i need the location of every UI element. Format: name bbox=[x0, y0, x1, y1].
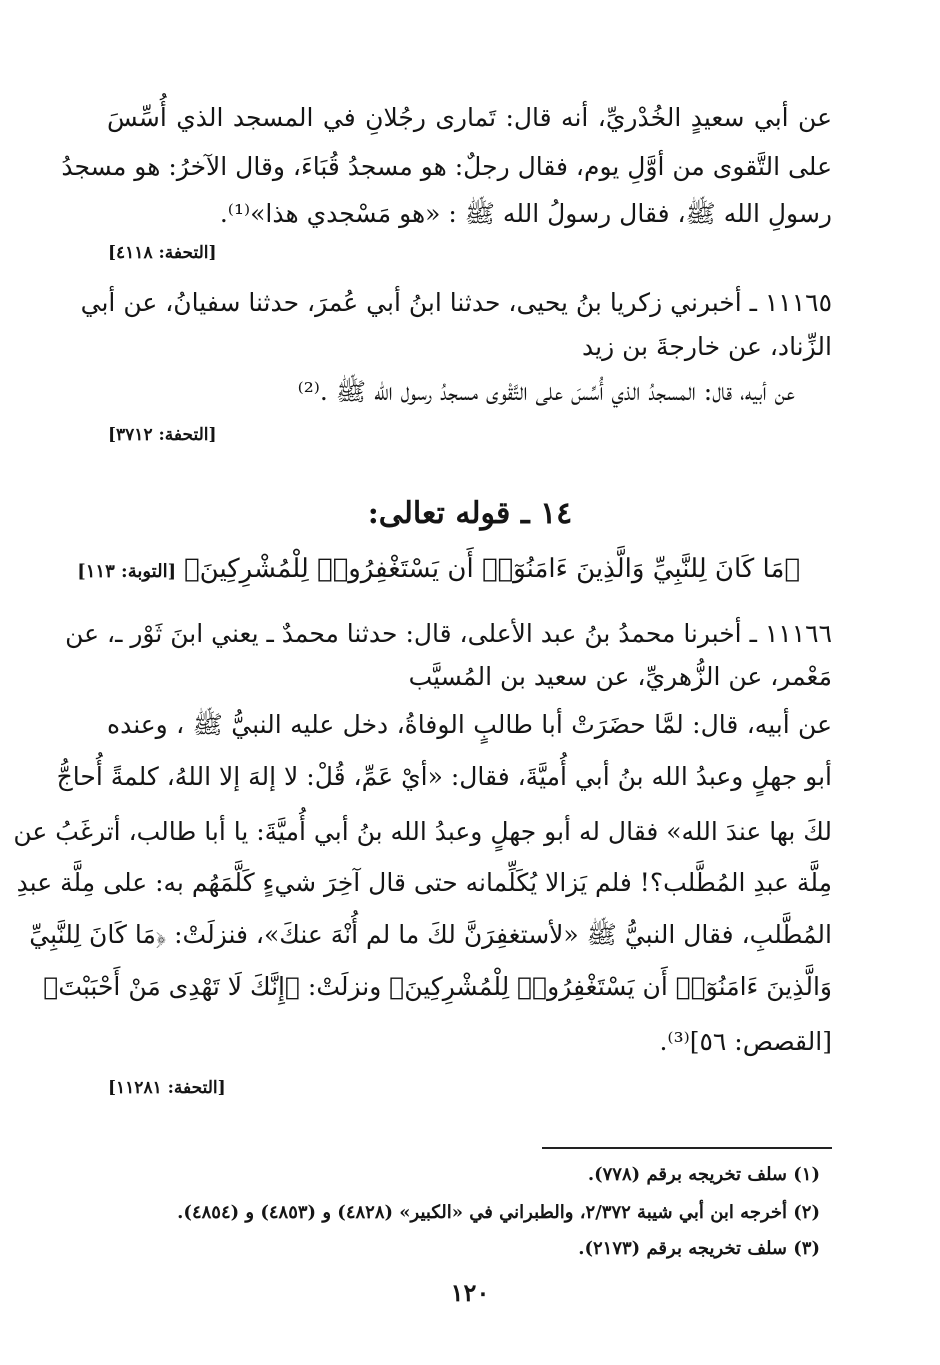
page-number: ١٢٠ bbox=[450, 1278, 490, 1307]
chapter-title: ١٤ ـ قوله تعالى: bbox=[367, 496, 573, 531]
hadith-11166-matn-line-5: المُطَّلبِ، فقال النبيُّ ﷺ «لأستغفِرَنَّ لكَ ما لم أُنْهَ عنكَ»، فنزلَتْ: ﴿مَا كَانَ لِلنَّبِيِّ bbox=[29, 920, 832, 949]
hadith-11166-line-2: مَعْمر، عن الزُّهريِّ، عن سعيد بن المُسيَّب bbox=[408, 662, 832, 691]
hadith-11165-line-1: ١١١٦٥ ـ أخبرني زكريا بنُ يحيى، حدثنا ابنُ أبي عُمرَ، حدثنا سفيانُ، عن أبي bbox=[80, 288, 832, 317]
hadith-11165-line-2: الزِّناد، عن خارجةَ بن زيد bbox=[581, 332, 832, 361]
hadith-11166-matn-line-1: عن أبيه، قال: لمَّا حضَرَتْ أبا طالبٍ الوفاةُ، دخل عليه النبيُّ ﷺ ، وعنده bbox=[107, 710, 832, 739]
verse-line bbox=[77, 552, 800, 589]
footnote-2: (٢) أخرجه ابن أبي شيبة ٢/٣٧٢، والطبراني في «الكبير» (٤٨٢٨) و (٤٨٥٣) و (٤٨٥٤). bbox=[177, 1202, 820, 1223]
hadith-11166-matn-line-2: أبو جهلٍ وعبدُ الله بنُ أبي أُميَّةَ، فقال: «أيْ عَمِّ، قُلْ: لا إلهَ إلا اللهُ، كلمةً أُحاجُّ bbox=[56, 762, 832, 791]
hadith-11166-matn-line-6: وَالَّذِينَ ءَامَنُوٓا۟ أَن يَسْتَغْفِرُوا۟ لِلْمُشْرِكِينَ﴾ ونزلَتْ: ﴿إِنَّكَ لَا تَهْدِى مَنْ أَحْبَبْتَ﴾ bbox=[43, 972, 832, 1001]
hadith-11166-matn-line-3: لكَ بها عندَ الله» فقال له أبو جهلٍ وعبدُ الله بنُ أبي أُميَّةَ: يا أبا طالب، أترغَبُ عن bbox=[13, 817, 832, 846]
tuhfa-reference: [التحفة: ٣٧١٢] bbox=[108, 425, 217, 445]
tuhfa-reference: [التحفة: ٤١١٨] bbox=[108, 243, 217, 263]
hadith-11166-line-1: ١١١٦٦ ـ أخبرنا محمدُ بنُ عبد الأعلى، قال: حدثنا محمدٌ ـ يعني ابنَ ثَوْر ـ، عن bbox=[65, 619, 832, 648]
hadith-11166-matn-line-4: مِلَّة عبدِ المُطَّلب؟! فلم يَزالا يُكَلِّمانه حتى قال آخِرَ شيءٍ كَلَّمَهُم به: على مِلَّة عبدِ bbox=[16, 868, 832, 897]
footnote-1: (١) سلف تخريجه برقم (٧٧٨). bbox=[587, 1164, 820, 1185]
quran-verse: ﴿مَا كَانَ لِلنَّبِيِّ وَالَّذِينَ ءَامَنُوٓا۟ أَن يَسْتَغْفِرُوا۟ لِلْمُشْرِكِينَ﴾ bbox=[184, 554, 800, 584]
tuhfa-reference: [التحفة: ١١٢٨١] bbox=[108, 1078, 226, 1098]
text-line-2: على التَّقوى من أوَّلِ يوم، فقال رجلٌ: هو مسجدُ قُبَاءَ، وقال الآخرُ: هو مسجدُ bbox=[61, 152, 832, 181]
text-line-3: رسولِ الله ﷺ، فقال رسولُ الله ﷺ : «هو مَسْجدي هذا»⁽¹⁾. bbox=[219, 199, 832, 228]
verse-reference: [التوبة: ١١٣] bbox=[77, 561, 177, 582]
footnote-3: (٣) سلف تخريجه برقم (٢١٧٣). bbox=[578, 1238, 820, 1259]
footnote-separator bbox=[542, 1147, 832, 1149]
hadith-11165-matn: عن أبيه، قال: المسجدُ الذي أُسِّسَ على التَّقْوى مسجدُ رسول الله ﷺ .⁽²⁾ bbox=[297, 377, 795, 406]
hadith-11166-matn-line-7: [القصص: ٥٦]⁽³⁾. bbox=[659, 1027, 832, 1056]
text-line-1: عن أبي سعيدٍ الخُدْريِّ، أنه قال: تَمارى رجُلانِ في المسجد الذي أُسِّسَ bbox=[107, 103, 832, 132]
